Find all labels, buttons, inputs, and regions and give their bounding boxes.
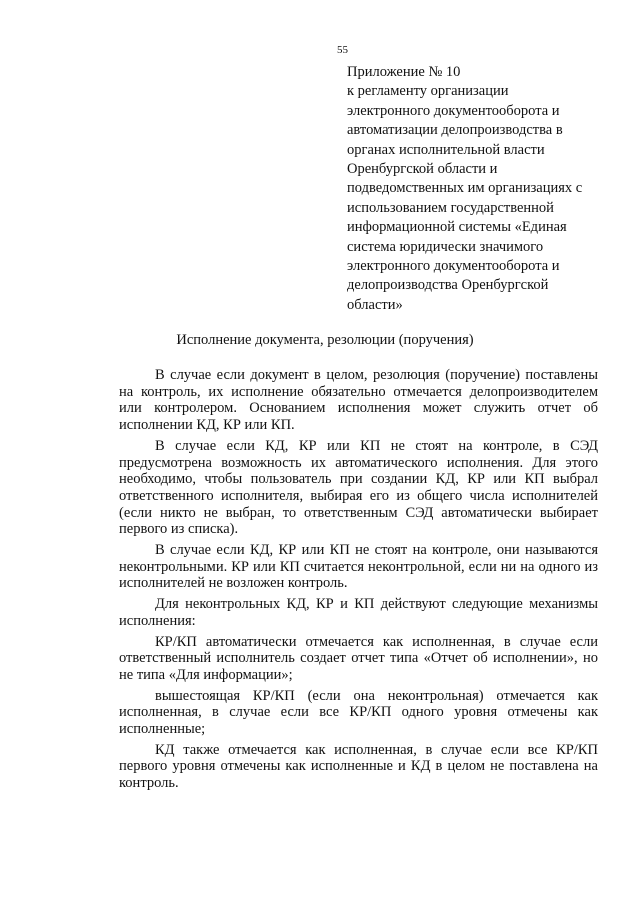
paragraph: вышестоящая КР/КП (если она неконтрольная) отмечается как исполненная, в случае если все КР/КП одного уровня отмечены как исполненные; (119, 687, 598, 738)
appendix-line: использованием государственной (347, 199, 554, 216)
appendix-line: к регламенту организации (347, 83, 509, 100)
appendix-line: информационной системы «Единая (347, 219, 567, 236)
document-title: Исполнение документа, резолюции (поручения) (176, 332, 474, 348)
appendix-header (347, 63, 605, 315)
appendix-line: Оренбургской области и (347, 161, 498, 178)
appendix-line: Приложение № 10 (347, 64, 461, 80)
document-body (119, 367, 598, 796)
appendix-line: подведомственных им организациях с (347, 180, 583, 197)
appendix-line: делопроизводства Оренбургской (347, 277, 549, 294)
paragraph: КД также отмечается как исполненная, в случае если все КР/КП первого уровня отмечены как исполненные и КД в целом не поставлена на контроль. (119, 741, 598, 792)
page-number: 55 (337, 44, 348, 56)
paragraph: КР/КП автоматически отмечается как исполненная, в случае если ответственный исполнитель создает отчет типа «Отчет об исполнении», но не типа «Для информации»; (119, 633, 598, 683)
paragraph: В случае если КД, КР или КП не стоят на контроле, они называются неконтрольными. КР или КП считается неконтрольной, если ни на одного из исполнителей не возложен контроль. (119, 542, 598, 592)
appendix-line: электронного документооборота и (347, 258, 560, 275)
appendix-line: система юридически значимого (347, 238, 544, 255)
appendix-line: электронного документооборота и (347, 102, 560, 119)
paragraph: В случае если документ в целом, резолюция (поручение) поставлены на контроль, их исполнение обязательно отмечается делопроизводителем или контролером. Основанием исполнения может служить отчет об исполнении КД, КР или КП. (119, 367, 598, 434)
appendix-line: органах исполнительной власти (347, 141, 545, 158)
appendix-line: области» (347, 296, 403, 313)
paragraph: В случае если КД, КР или КП не стоят на контроле, в СЭД предусмотрена возможность их автоматического исполнения. Для этого необходимо, чтобы пользователь при создании КД, КР или КП выбрал ответственного исполнителя, выбирая его из общего числа исполнителей (если никто не выбран, то ответственным СЭД автоматически выбирает первого из списка). (119, 437, 598, 538)
appendix-line: автоматизации делопроизводства в (347, 122, 563, 139)
paragraph: Для неконтрольных КД, КР и КП действуют следующие механизмы исполнения: (119, 596, 598, 629)
